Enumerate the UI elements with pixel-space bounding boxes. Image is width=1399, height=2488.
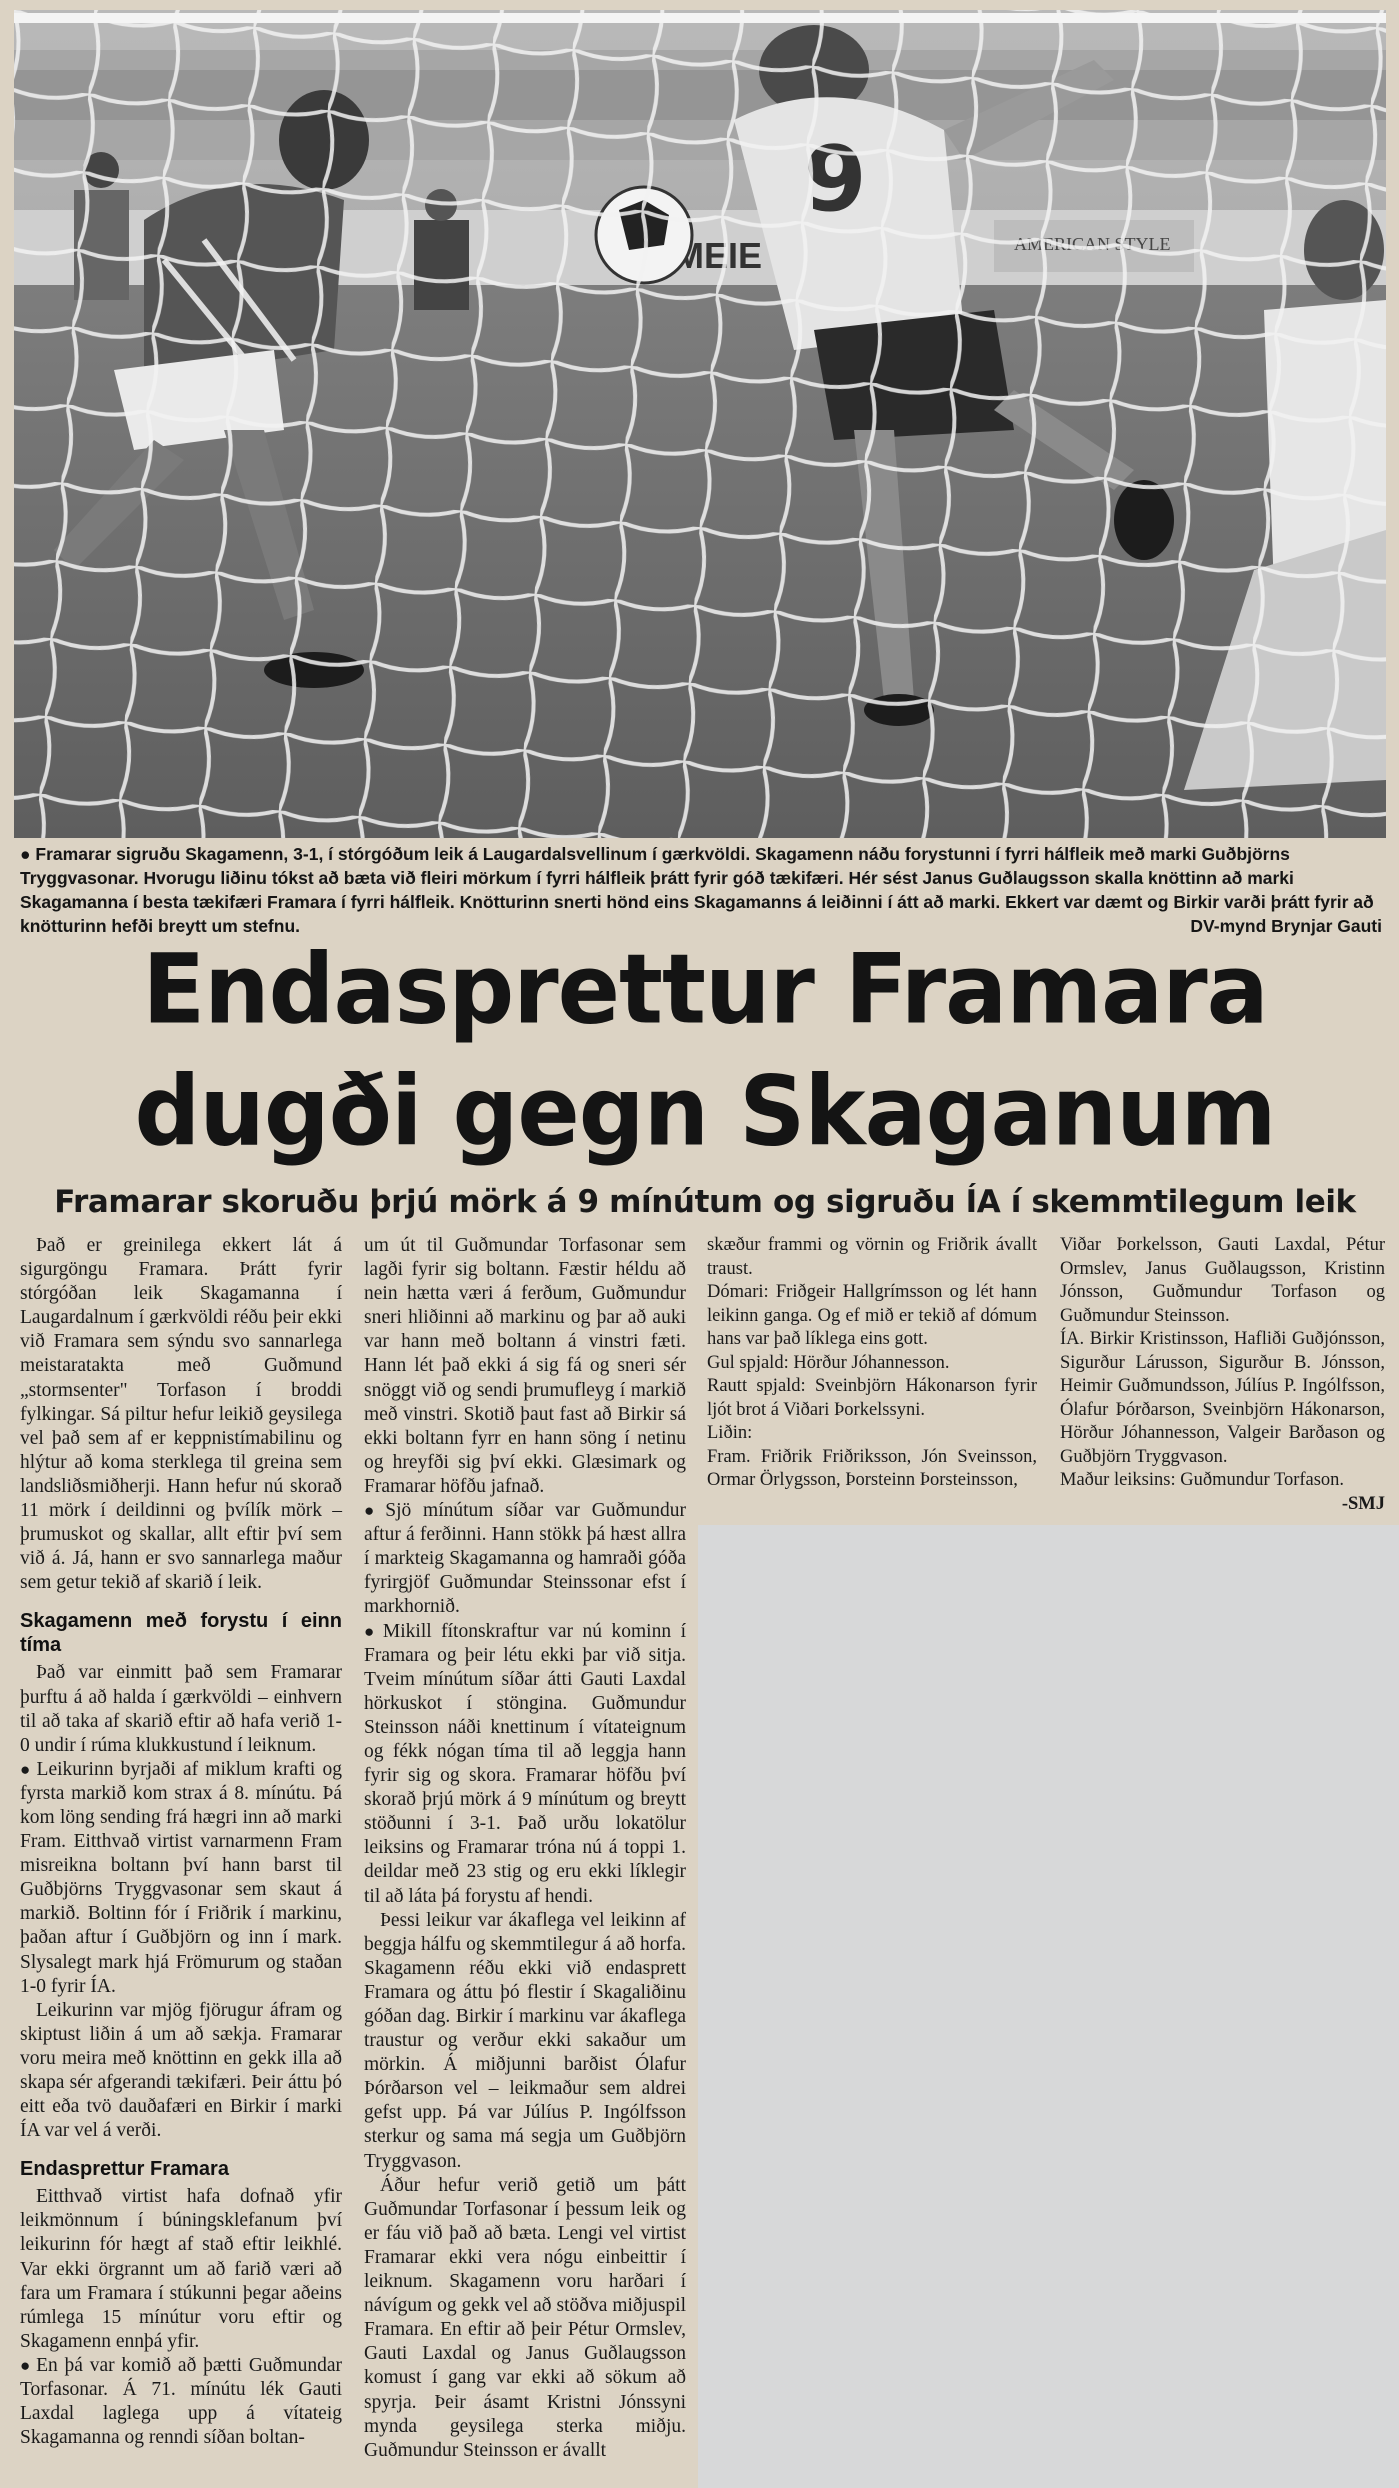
team-fram-lineup-cont: Viðar Þorkelsson, Gauti Laxdal, Pétur Ormslev, Janus Guðlaugsson, Kristinn Jónsson, Guðmundur Torfason og Guðmundur Steinsson. <box>1060 1235 1385 1326</box>
caption-text: ● Framarar sigruðu Skagamenn, 3-1, í stórgóðum leik á Laugardalsvellinum í gærkvöldi. Skagamenn náðu forystunni í fyrri hálfleik með marki Guðbjörns Tryggvasonar. Hvorugu liðinu tókst að bæta við fleiri mörkum í fyrri hálfleik þrátt fyrir góð tækifæri. Hér sést Janus Guðlaugsson skalla knöttinn að marki Skagamanna í besta tækifæri Framara í fyrri hálfleik. Knötturinn snerti hönd eins Skagamanns á leiðinni í átt að marki. Ekkert var dæmt og Birkir varði þrátt fyrir að knötturinn hefði breytt um stefnu. <box>20 844 1374 936</box>
article-column-3 <box>707 1234 1037 1493</box>
team-fram-lineup: Fram. Friðrik Friðriksson, Jón Sveinsson, Ormar Örlygsson, Þorsteinn Þorsteinsson, <box>707 1446 1037 1490</box>
section-heading: Endasprettur Framara <box>20 2158 229 2181</box>
yellow-card-note: Gul spjald: Hörður Jóhannesson. <box>707 1352 950 1373</box>
referee-note: Dómari: Friðgeir Hallgrímsson og lét hann leikinn ganga. Og ef mið er tekið af dómum hans var það líklega eins gott. <box>707 1282 1037 1349</box>
photo-caption <box>20 842 1382 938</box>
match-photo <box>14 10 1386 838</box>
headline <box>40 929 1370 1173</box>
paragraph: Það er greinilega ekkert lát á sigurgöngu Framara. Þrátt fyrir stórgóðan leik Skagamanna í Laugardalnum í gærkvöldi réðu þeir ekki við Framara sem sýndu svo sannarlega meistaratakta með Guðmund „stormsenter" Torfason í broddi fylkingar. Sá piltur hefur leikið geysilega vel það sem af er keppnistímabilinu og hlýtur að koma sterklega til greina sem landsliðsmiðherji. Hann hefur nú skorað 11 mörk í deildinni og þvílík mörk – þrumuskot og skallar, allt eftir því sem við á. Já, hann er svo sannarlega maður sem getur tekið af skarið í leik. <box>20 1235 342 1594</box>
bullet-icon: ● <box>20 2355 33 2375</box>
bullet-icon: ● <box>20 1759 33 1779</box>
paragraph <box>20 2354 342 2450</box>
headline-line-2: dugði gegn Skaganum <box>134 1055 1276 1168</box>
paragraph <box>364 1499 686 1619</box>
article-column-1 <box>20 1234 342 2450</box>
author-signature: -SMJ <box>1341 1493 1385 1514</box>
bullet-icon: ● <box>364 1621 379 1641</box>
bullet-icon: ● <box>364 1501 382 1521</box>
paragraph: Áður hefur verið getið um þátt Guðmundar Torfasonar í þessum leik og er fáu við það að bæta. Lengi vel virtist Framarar ekki vera nógu einbeittir í leiknum. Skagamenn voru harðari í návígum og gekk vel að stöðva miðjuspil Framara. En eftir að þeir Pétur Ormslev, Gauti Laxdal og Janus Guðlaugsson komust í gang var ekki að sökum að spyrja. Þeir ásamt Kristni Jónssyni mynda geysilega sterka miðju. Guðmundur Steinsson er ávallt <box>364 2174 686 2461</box>
paragraph-text: Leikurinn byrjaði af miklum krafti og fyrsta markið kom strax á 8. mínútu. Þá kom löng sending frá hægri inn að marki Fram. Eitthvað virtist varnarmenn Fram misreikna boltann því hann barst til Guðbjörns Tryggvasonar sem skaut á markið. Boltinn fór í Friðrik í markinu, þaðan aftur í Guðbjörn og inn í mark. Slysalegt mark hjá Frömurum og staðan 1-0 fyrir ÍA. <box>20 1758 342 1997</box>
headline-line-1: Endasprettur Framara <box>142 933 1268 1046</box>
man-of-the-match: Maður leiksins: Guðmundur Torfason. <box>1060 1470 1345 1490</box>
photo-credit: DV-mynd Brynjar Gauti <box>1190 916 1382 936</box>
section-heading: Skagamenn með forystu í einn tíma <box>20 1610 342 1657</box>
paragraph: um út til Guðmundar Torfasonar sem lagði fyrir sig boltann. Fæstir héldu að nein hætta væri á ferðum, Guðmundur sneri hliðinni að markinu og þar að auki var hann með boltann á vinstri fæti. Hann lét það ekki á sig fá og sneri sér snöggt við og sendi þrumufleyg í markið með vinstri. Skotið þaut fast að Birkir sá ekki boltann fyrr en hann söng í netinu og hreyfði sig því ekki. Glæsimark og Framarar höfðu jafnað. <box>364 1235 686 1497</box>
team-ia-lineup: ÍA. Birkir Kristinsson, Hafliði Guðjónsson, Sigurður Lárusson, Sigurður B. Jónsson, Heimir Guðmundsson, Júlíus P. Ingólfsson, Ólafur Þórðarson, Sveinbjörn Hákonarson, Hörður Jóhannesson, Valgeir Barðason og Guðbjörn Tryggvason. <box>1060 1329 1385 1467</box>
paragraph: Leikurinn var mjög fjörugur áfram og skiptust liðin á um að sækja. Framarar voru meira með knöttinn en gekk illa að skapa sér afgerandi tækifæri. Þeir áttu þó eitt eða tvö dauðafæri en Birkir í marki ÍA var vel á verði. <box>20 1999 342 2142</box>
red-card-note: Rautt spjald: Sveinbjörn Hákonarson fyrir ljót brot á Viðari Þorkelssyni. <box>707 1376 1037 1420</box>
paragraph <box>364 1620 686 1909</box>
paragraph-text: Sjö mínútum síðar var Guðmundur aftur á ferðinni. Hann stökk þá hæst allra í markteig Skagamanna og hamraði góða fyrirgjöf Guðmundar Steinssonar efst í markhornið. <box>364 1500 686 1618</box>
paragraph <box>20 1758 342 1999</box>
paragraph: skæður frammi og vörnin og Friðrik ávallt traust. <box>707 1235 1037 1279</box>
article-column-2 <box>364 1234 686 2463</box>
paragraph: Þessi leikur var ákaflega vel leikinn af beggja hálfu og skemmtilegur á að horfa. Skagamenn réðu ekki við endasprett Framara og áttu þó flestir í Skagaliðinu góðan dag. Birkir í markinu var ákaflega traustur og verður ekki sakaður um mörkin. Á miðjunni barðist Ólafur Þórðarson vel – leikmaður sem aldrei gefst upp. Þá var Júlíus P. Ingólfsson sterkur og sama má segja um Guðbjörn Tryggvason. <box>364 1909 686 2172</box>
photo-illustration <box>14 10 1386 838</box>
paragraph-text: Mikill fítonskraftur var nú kominn í Framara og þeir létu ekki þar við sitja. Tveim mínútum síðar átti Gauti Laxdal hörkuskot í stöngina. Guðmundur Steinsson náði knettinum í vítateignum og fékk nógan tíma til að leggja hann fyrir sig og skora. Framarar höfðu því skorað þrjú mörk á 9 mínútum og breytt stöðunni í 3-1. Það urðu lokatölur leiksins og Framarar tróna nú á toppi 1. deildar með 23 stig og eru ekki líklegir til að láta þá forystu af hendi. <box>364 1620 686 1907</box>
article-column-4 <box>1060 1234 1385 1516</box>
paragraph-text: En þá var komið að þætti Guðmundar Torfasonar. Á 71. mínútu lék Gauti Laxdal laglega upp á vítateig Skagamanna og renndi síðan boltan- <box>20 2354 342 2449</box>
paragraph: Það var einmitt það sem Framarar þurftu á að halda í gærkvöldi – einhvern til að taka af skarið eftir að hafa verið 1-0 undir í rúma klukkustund í leiknum. <box>20 1662 342 1756</box>
teams-label: Liðin: <box>707 1423 753 1443</box>
subheadline: Framarar skoruðu þrjú mörk á 9 mínútum og sigruðu ÍA í skemmtilegum leik <box>54 1184 1356 1220</box>
paragraph: Eitthvað virtist hafa dofnað yfir leikmönnum í búningsklefanum því leikurinn fór hægt af stað eftir leikhlé. Var ekki örgrannt um að farið væri að fara um Framara í stúkunni þegar aðeins rúmlega 15 mínútur voru eftir og Skagamenn ennþá yfir. <box>20 2186 342 2352</box>
